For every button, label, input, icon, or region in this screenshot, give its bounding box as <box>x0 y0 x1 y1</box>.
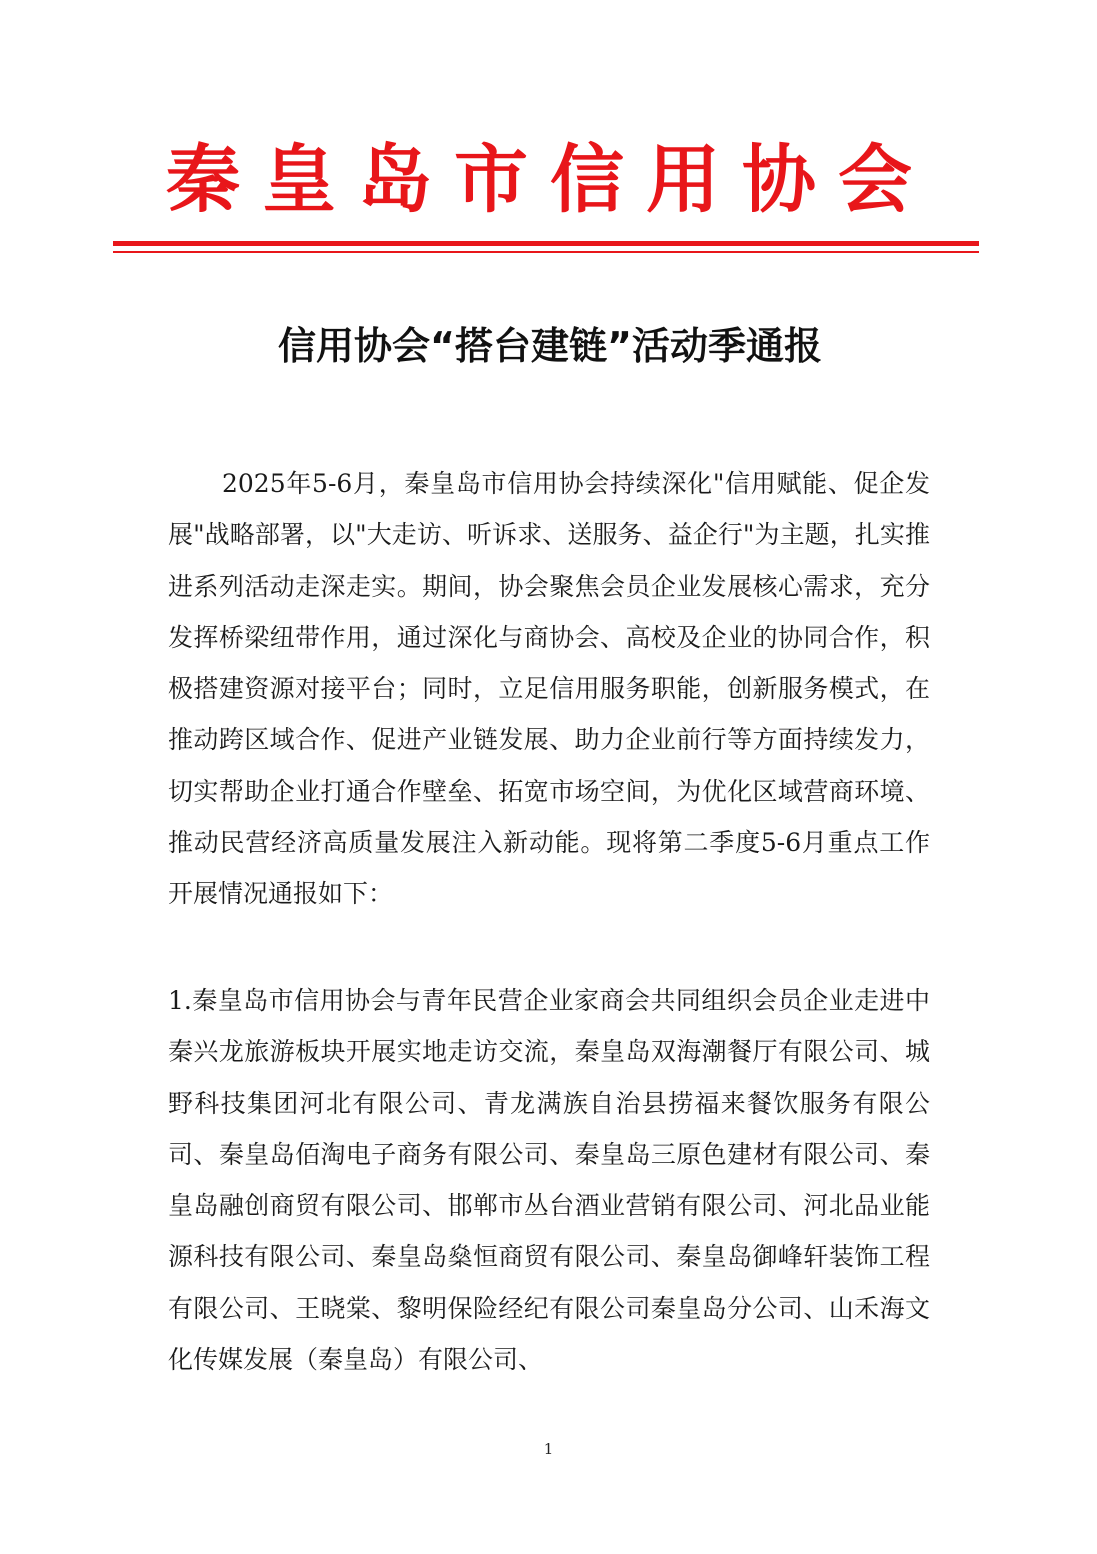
body-paragraph-item-1: 1.秦皇岛市信用协会与青年民营企业家商会共同组织会员企业走进中秦兴龙旅游板块开展实地走访交流，秦皇岛双海潮餐厅有限公司、城野科技集团河北有限公司、青龙满族自治县捞福来餐饮服务有限公司、秦皇岛佰淘电子商务有限公司、秦皇岛三原色建材有限公司、秦皇岛融创商贸有限公司、邯郸市丛台酒业营销有限公司、河北品业能源科技有限公司、秦皇岛燊恒商贸有限公司、秦皇岛御峰轩装饰工程有限公司、王晓棠、黎明保险经纪有限公司秦皇岛分公司、山禾海文化传媒发展（秦皇岛）有限公司、 <box>168 986 930 1375</box>
letterhead-divider-thin <box>113 251 979 253</box>
letterhead-divider-thick <box>113 241 979 246</box>
letterhead-organization-name: 秦皇岛市信用协会 <box>166 137 934 223</box>
body-paragraph-intro: 2025年5-6月，秦皇岛市信用协会持续深化"信用赋能、促企发展"战略部署，以"大走访、听诉求、送服务、益企行"为主题，扎实推进系列活动走深走实。期间，协会聚焦会员企业发展核心需求，充分发挥桥梁纽带作用，通过深化与商协会、高校及企业的协同合作，积极搭建资源对接平台；同时，立足信用服务职能，创新服务模式，在推动跨区域合作、促进产业链发展、助力企业前行等方面持续发力，切实帮助企业打通合作壁垒、拓宽市场空间，为优化区域营商环境、推动民营经济高质量发展注入新动能。现将第二季度5-6月重点工作开展情况通报如下： <box>168 469 930 909</box>
document-title: 信用协会“搭台建链”活动季通报 <box>278 324 822 368</box>
page-number: 1 <box>543 1440 554 1458</box>
